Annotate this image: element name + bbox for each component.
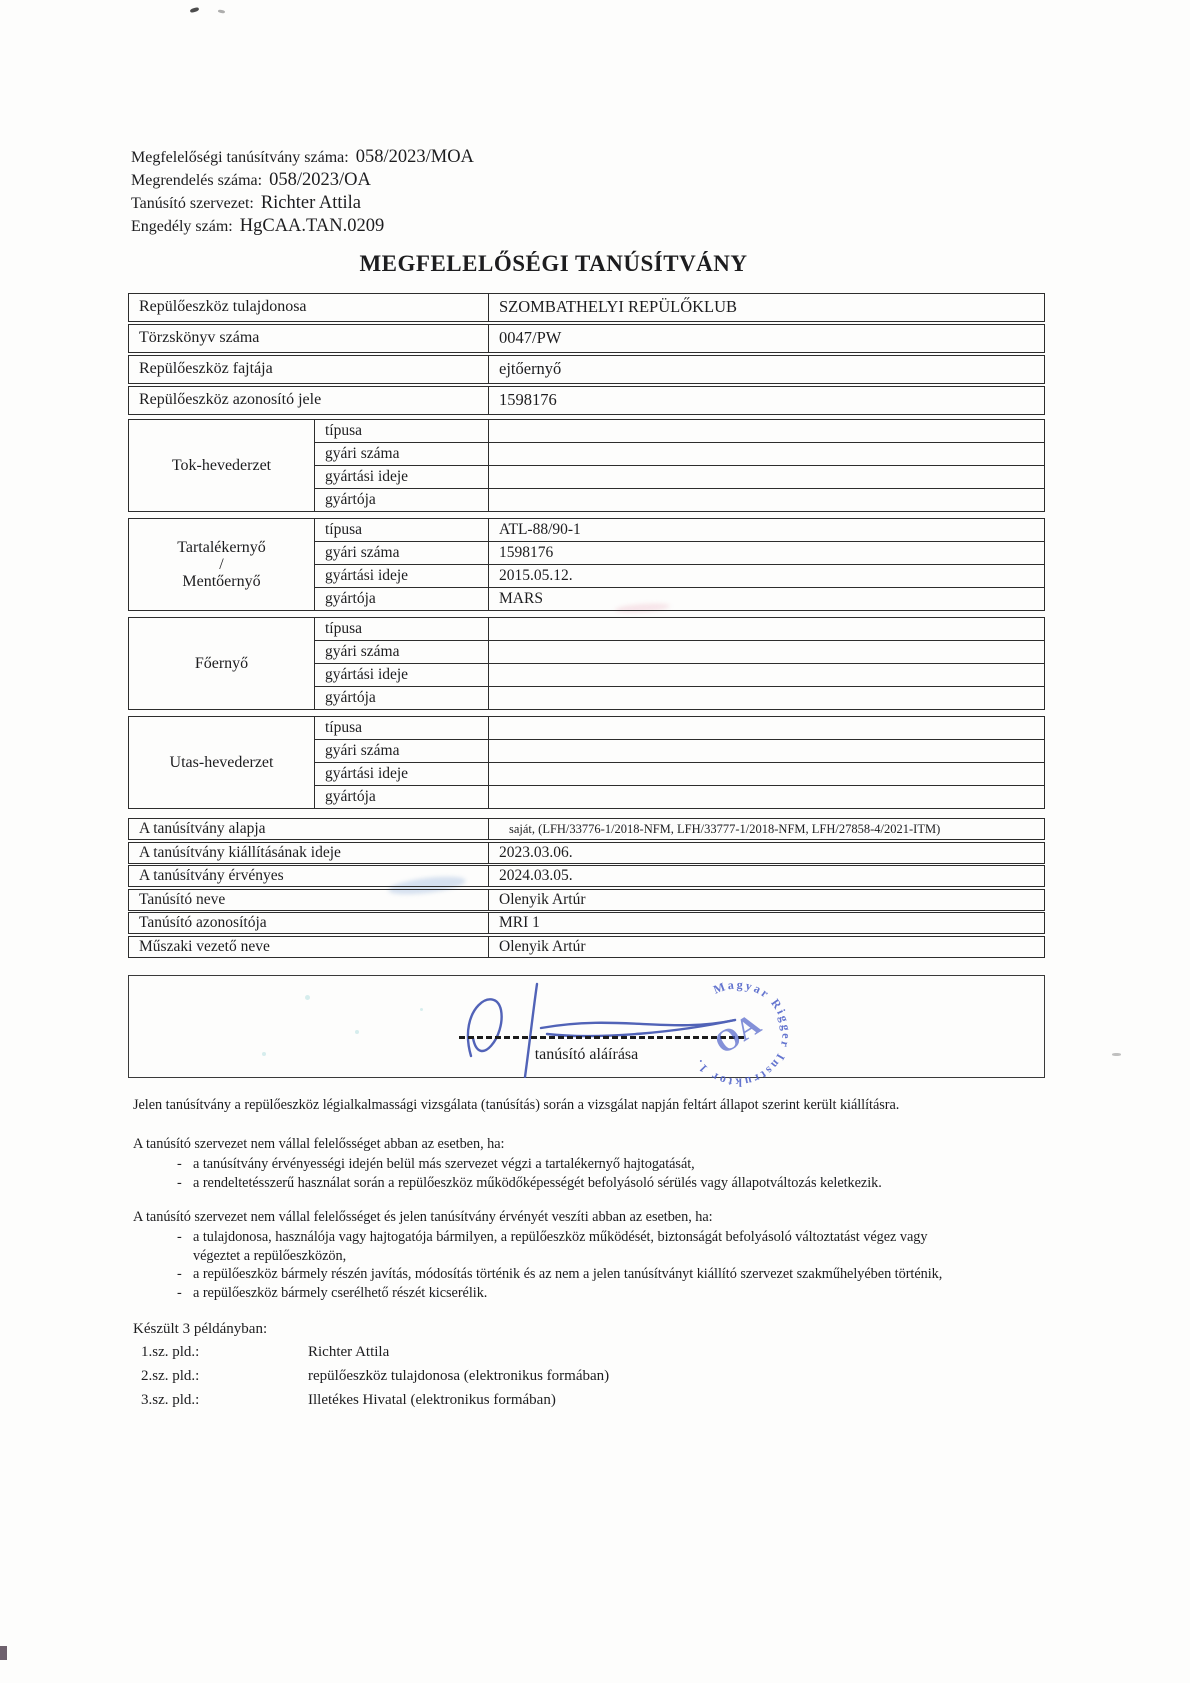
table-group-attr: gyártója <box>315 686 489 709</box>
bullet-text <box>193 1228 1093 1265</box>
table-group-name-line: Mentőernyő <box>182 573 261 590</box>
table-group-attr: gyártási ideje <box>315 663 489 686</box>
scan-speck <box>0 1646 7 1660</box>
header-line <box>131 169 474 192</box>
bullet-dash: - <box>177 1229 182 1245</box>
table-group-value <box>489 717 1044 739</box>
table-row <box>128 386 1045 415</box>
copy-value: repülőeszköz tulajdonosa (elektronikus formában) <box>308 1368 610 1384</box>
bullet-dash: - <box>177 1156 182 1172</box>
table-group-attr: típusa <box>315 519 489 541</box>
table-group-value <box>489 739 1044 762</box>
bullet-dash: - <box>177 1266 182 1282</box>
table-group-attr: gyári száma <box>315 442 489 465</box>
table-row-label: Tanúsító neve <box>129 890 489 910</box>
table-group <box>128 518 1045 611</box>
table-group-name-line: / <box>219 556 224 573</box>
table-group <box>128 716 1045 809</box>
table-group <box>128 617 1045 710</box>
copies-row <box>133 1364 1033 1388</box>
table-group-name <box>129 618 315 709</box>
table-group-value: 1598176 <box>489 541 1044 564</box>
paragraph-liability-2 <box>133 1207 1093 1302</box>
table-group-attr: gyártója <box>315 488 489 511</box>
table-row-label: Repülőeszköz tulajdonosa <box>129 294 489 321</box>
document-title: MEGFELELŐSÉGI TANÚSÍTVÁNY <box>359 251 748 276</box>
table-group-name-line: Főernyő <box>194 655 249 672</box>
table-group-value <box>489 762 1044 785</box>
header-field-label: Engedély szám: <box>131 218 233 235</box>
table-row <box>128 889 1045 911</box>
paragraph-liability-1 <box>133 1134 1093 1192</box>
table-group-attr: gyári száma <box>315 541 489 564</box>
bullet-text <box>193 1155 1093 1174</box>
table-row-value: Olenyik Artúr <box>499 937 586 955</box>
stamp-center-text: OA <box>708 1006 767 1061</box>
table-row-label: Repülőeszköz azonosító jele <box>129 387 489 414</box>
paragraph-line: végeztet a repülőeszközön, <box>193 1247 347 1264</box>
table-group-name <box>129 717 315 808</box>
table-group-attr: gyári száma <box>315 640 489 663</box>
table-row-value: saját, (LFH/33776-1/2018-NFM, LFH/33777-1/2018-NFM, LFH/27858-4/2021-ITM) <box>509 822 941 836</box>
table-group-value: ATL-88/90-1 <box>499 521 581 538</box>
paragraph-line: a tanúsítvány érvényességi idején belül más szervezet végzi a tartalékernyő hajtogatását, <box>193 1156 695 1172</box>
copies-row <box>133 1388 1033 1412</box>
table-group-attr: gyártási ideje <box>315 564 489 587</box>
table-row <box>128 936 1045 958</box>
paragraph-intro: A tanúsító szervezet nem vállal felelősséget abban az esetben, ha: <box>133 1136 505 1152</box>
header-field-label: Megrendelés száma: <box>131 172 263 189</box>
table-group-attr: gyártási ideje <box>315 762 489 785</box>
bullet-item <box>133 1284 1093 1303</box>
header-field-value: 058/2023/OA <box>269 170 371 190</box>
table-group-value: 2015.05.12. <box>489 564 1044 587</box>
bullet-text <box>193 1265 1093 1284</box>
table-group-value <box>489 442 1044 465</box>
table-group-value <box>489 488 1044 511</box>
table-group-attr: gyári száma <box>315 739 489 762</box>
table-row-label: Törzskönyv száma <box>129 325 489 352</box>
paragraph-line: Jelen tanúsítvány a repülőeszköz légialkalmassági vizsgálata (tanúsítás) során a vizsgálat napján feltárt állapot szerint került kiállításra. <box>133 1097 900 1113</box>
signature-box <box>128 975 1045 1090</box>
header-field-value: 058/2023/MOA <box>355 147 474 167</box>
copy-value: Illetékes Hivatal (elektronikus formában) <box>308 1392 556 1408</box>
bullet-dash: - <box>177 1174 182 1191</box>
table-group-attr: típusa <box>315 420 489 442</box>
signature-caption: tanúsító aláírása <box>534 1046 639 1063</box>
header-line <box>131 215 474 238</box>
header-field-label: Megfelelőségi tanúsítvány száma: <box>131 149 349 166</box>
bullet-text <box>193 1174 1093 1193</box>
table-row-value: 2023.03.06. <box>499 843 573 861</box>
scan-speck <box>1112 1053 1121 1056</box>
table-row-label: A tanúsítvány kiállításának ideje <box>129 843 489 863</box>
paragraph-line: a repülőeszköz bármely cserélhető részét kicserélik. <box>193 1284 488 1301</box>
table-group-name <box>129 519 315 610</box>
paragraph-line: a tulajdonosa, használója vagy hajtogatója bármilyen, a repülőeszköz működését, biztonságát befolyásoló változtatást végez vagy <box>193 1229 928 1245</box>
table-row-label: A tanúsítvány alapja <box>129 819 489 839</box>
scan-speck <box>218 9 225 13</box>
bullet-text <box>193 1284 1093 1303</box>
table-row <box>128 293 1045 322</box>
table-row <box>128 912 1045 934</box>
copy-label: 1.sz. pld.: <box>141 1344 200 1360</box>
header-line <box>131 146 474 169</box>
table-group-name <box>129 420 315 511</box>
table-row-label: Műszaki vezető neve <box>129 937 489 957</box>
bullet-dash: - <box>177 1284 182 1301</box>
paragraph-line: a rendeltetésszerű használat során a repülőeszköz működőképességét befolyásoló sérülés vagy állapotváltozás keletkezik. <box>193 1174 882 1191</box>
table-group-value <box>489 663 1044 686</box>
table-group-value: MARS <box>489 587 1044 610</box>
scan-speck <box>190 7 200 14</box>
table-group-attr: gyártója <box>315 587 489 610</box>
copy-label: 2.sz. pld.: <box>141 1368 200 1384</box>
table-group-name-line: Tok-hevederzet <box>171 457 272 474</box>
stamp-ring-text: Magyar Rigger Instruktor 1. <box>690 977 794 1090</box>
header-line <box>131 192 474 215</box>
table-group-value <box>489 618 1044 640</box>
table-row-label: A tanúsítvány érvényes <box>129 866 489 886</box>
bullet-item <box>133 1265 1093 1284</box>
header-field-label: Tanúsító szervezet: <box>131 195 254 212</box>
table-group <box>128 419 1045 512</box>
header-block <box>131 146 474 238</box>
table-row-value: MRI 1 <box>499 914 540 931</box>
paragraph-intro: A tanúsító szervezet nem vállal felelősséget és jelen tanúsítvány érvényét veszíti abban az esetben, ha: <box>133 1209 713 1225</box>
table-row <box>128 818 1045 840</box>
table-row <box>128 842 1045 864</box>
copies-heading: Készült 3 példányban: <box>133 1321 268 1337</box>
table-row-label: Tanúsító azonosítója <box>129 913 489 933</box>
table-row <box>128 865 1045 887</box>
table-group-value <box>489 465 1044 488</box>
header-field-value: HgCAA.TAN.0209 <box>239 216 385 236</box>
copies-row <box>133 1340 1033 1364</box>
table-group-name-line: Utas-hevederzet <box>169 754 274 771</box>
table-row-value: ejtőernyő <box>499 359 562 378</box>
table-row-label: Repülőeszköz fajtája <box>129 356 489 383</box>
table-group-value <box>489 785 1044 808</box>
bullet-item <box>133 1228 1093 1265</box>
bullet-item <box>133 1155 1093 1174</box>
table-row <box>128 355 1045 384</box>
table-row-value: Olenyik Artúr <box>499 890 586 908</box>
table-group-value <box>489 420 1044 442</box>
copy-value: Richter Attila <box>308 1344 390 1360</box>
table-group-value <box>489 686 1044 709</box>
copy-label: 3.sz. pld.: <box>141 1392 200 1408</box>
table-group-attr: gyártási ideje <box>315 465 489 488</box>
table-row-value: 1598176 <box>499 390 557 409</box>
table-group-value <box>489 640 1044 663</box>
table-group-name-line: Tartalékernyő <box>177 539 266 556</box>
table-row <box>128 324 1045 353</box>
table-row-value: 2024.03.05. <box>499 867 573 884</box>
table-group-attr: gyártója <box>315 785 489 808</box>
table-group-attr: típusa <box>315 717 489 739</box>
table-group-attr: típusa <box>315 618 489 640</box>
table-row-value: SZOMBATHELYI REPÜLŐKLUB <box>499 297 738 316</box>
copies-block <box>133 1318 1033 1412</box>
cert-table <box>128 293 1045 959</box>
paragraph-line: a repülőeszköz bármely részén javítás, módosítás történik és az nem a jelen tanúsítványt kiállító szervezet szakműhelyében történik, <box>193 1266 943 1282</box>
bullet-item <box>133 1174 1093 1193</box>
header-field-value: Richter Attila <box>260 193 362 213</box>
table-row-value: 0047/PW <box>499 328 562 347</box>
paragraph-issuance <box>133 1096 1093 1115</box>
